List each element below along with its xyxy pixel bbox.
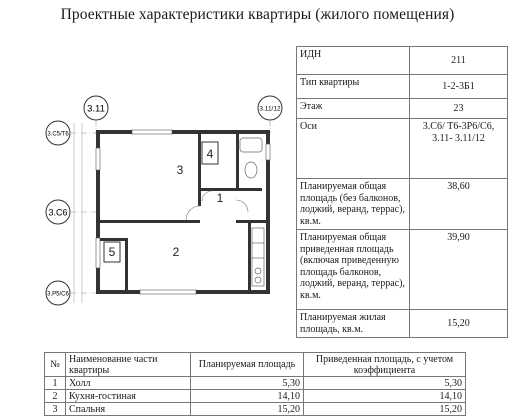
axis-marker-left-3 [46, 281, 70, 305]
char-value: 211 [410, 47, 508, 75]
row-reduced: 14,10 [304, 390, 466, 403]
table-row [45, 377, 466, 390]
table-row [45, 390, 466, 403]
row-num: 3 [45, 403, 66, 416]
outer-walls [96, 130, 270, 294]
char-row [297, 310, 508, 338]
axis-label: 3.С6 [48, 207, 68, 218]
char-row [297, 230, 508, 310]
axis-label: 3.11 [87, 103, 105, 115]
row-name: Холл [66, 377, 191, 390]
char-label: Планируемая жилая площадь, кв.м. [297, 310, 410, 338]
char-row [297, 75, 508, 99]
row-area: 15,20 [191, 403, 304, 416]
char-row [297, 179, 508, 230]
row-reduced: 5,30 [304, 377, 466, 390]
char-label: Этаж [297, 99, 410, 119]
axis-label: 3.Р5/С6 [47, 291, 69, 298]
row-area: 5,30 [191, 377, 304, 390]
char-value: 3.С6/ Т6-3Р6/С6, 3.11- 3.11/12 [410, 119, 508, 179]
char-value: 1-2-3Б1 [410, 75, 508, 99]
header-area: Планируемая площадь [191, 353, 304, 377]
rooms-table [44, 352, 466, 416]
axis-label: 3.С5/Т6 [47, 131, 69, 138]
char-label: ИДН [297, 47, 410, 75]
row-num: 2 [45, 390, 66, 403]
header-reduced: Приведенная площадь, с учетом коэффициента [304, 353, 466, 377]
row-name: Спальня [66, 403, 191, 416]
rooms-table-header [45, 353, 466, 377]
axis-marker-left-2 [46, 200, 70, 224]
char-label: Тип квартиры [297, 75, 410, 99]
char-label: Планируемая общая приведенная площадь (включая приведенную площадь балконов, лоджий, веранд, террас), кв.м. [297, 230, 410, 310]
axis-marker-top-left [84, 96, 108, 120]
room-label-3: 3 [176, 163, 184, 177]
windows [96, 130, 270, 294]
char-label: Планируемая общая площадь (без балконов, лоджий, веранд, террас), кв.м. [297, 179, 410, 230]
char-value: 15,20 [410, 310, 508, 338]
room-label-4: 4 [206, 147, 214, 161]
char-row [297, 47, 508, 75]
room-labels [104, 142, 224, 262]
interior-walls [100, 134, 266, 290]
char-value: 39,90 [410, 230, 508, 310]
apartment-characteristics-table [296, 46, 508, 338]
dimension-lines [74, 123, 82, 303]
header-name: Наименование части квартиры [66, 353, 191, 377]
room-label-1: 1 [216, 191, 224, 205]
floor-plan [40, 88, 292, 350]
axis-marker-top-right [258, 96, 282, 120]
row-num: 1 [45, 377, 66, 390]
char-row [297, 119, 508, 179]
table-row [45, 403, 466, 416]
row-reduced: 15,20 [304, 403, 466, 416]
row-name: Кухня-гостиная [66, 390, 191, 403]
room-label-2: 2 [172, 245, 180, 259]
header-num: № [45, 353, 66, 377]
kitchen-counter [252, 228, 264, 286]
axis-label: 3.11/12 [259, 105, 281, 113]
axis-marker-left-1 [46, 121, 70, 145]
char-value: 38,60 [410, 179, 508, 230]
room-label-5: 5 [108, 245, 116, 259]
page-title: Проектные характеристики квартиры (жилого помещения) [60, 6, 455, 23]
char-label: Оси [297, 119, 410, 179]
char-value: 23 [410, 99, 508, 119]
row-area: 14,10 [191, 390, 304, 403]
char-row [297, 99, 508, 119]
